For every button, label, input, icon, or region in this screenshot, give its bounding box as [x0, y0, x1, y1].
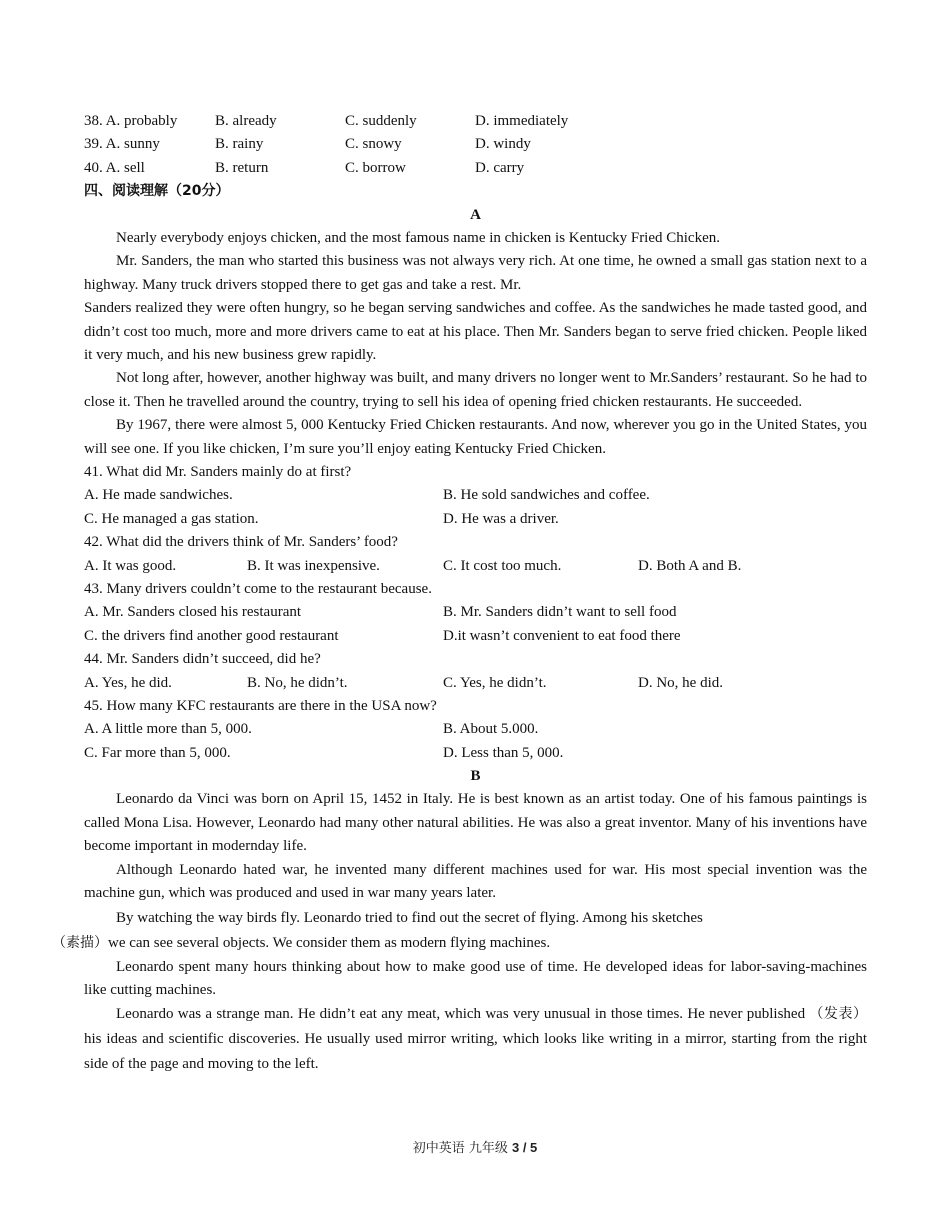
question-stem: 44. Mr. Sanders didn’t succeed, did he?	[84, 651, 321, 668]
passage-a-paragraph: Mr. Sanders, the man who started this business was not always very rich. At one time, he owned a small gas station next to a highway. Many truck drivers stopped there to get gas and take a rest. Mr.	[84, 253, 867, 293]
answer-option: B. He sold sandwiches and coffee.	[443, 487, 650, 504]
footer-subject: 初中英语 九年级	[412, 1141, 512, 1156]
answer-option: C. Yes, he didn’t.	[443, 674, 547, 691]
option: C. borrow	[345, 159, 406, 176]
answer-option: D. No, he did.	[638, 674, 723, 691]
passage-b-paragraph	[84, 1002, 867, 1077]
option: D. windy	[475, 136, 531, 153]
paragraph-text: his ideas and scientific discoveries. He usually used mirror writing, which looks like writing in a mirror, starting from the right side of the page and moving to the left.	[84, 1031, 867, 1073]
cloze-option-row	[84, 110, 867, 133]
answer-row	[84, 601, 867, 624]
option: B. rainy	[215, 136, 264, 153]
passage-a-paragraph: Not long after, however, another highway was built, and many drivers no longer went to Mr.Sanders’ restaurant. So he had to close it. Then he travelled around the country, trying to sell his idea of opening fried chicken restaurants. He succeeded.	[84, 370, 867, 410]
answer-option: A. Yes, he did.	[84, 674, 172, 691]
passage-a-label: A	[470, 206, 481, 223]
answer-option: B. No, he didn’t.	[247, 674, 348, 691]
answer-row	[84, 718, 867, 741]
answer-option: C. He managed a gas station.	[84, 510, 259, 527]
cloze-option-row	[84, 157, 867, 180]
passage-a-paragraph: Sanders realized they were often hungry, so he began serving sandwiches and coffee. As the sandwiches he made tasted good, and didn’t cost too much, more and more drivers came to eat at his place. Then Mr. Sanders began to serve fried chicken. People liked it very much, and his new business grew rapidly.	[84, 300, 867, 363]
answer-option: D.it wasn’t convenient to eat food there	[443, 627, 681, 644]
page-footer	[0, 1137, 950, 1156]
question-stem: 41. What did Mr. Sanders mainly do at first?	[84, 464, 352, 481]
answer-row	[84, 508, 867, 531]
answer-option: A. It was good.	[84, 557, 177, 574]
option: 40. A. sell	[84, 159, 145, 176]
paragraph-text: we can see several objects. We consider them as modern flying machines.	[108, 934, 551, 951]
option: B. return	[215, 159, 269, 176]
passage-b-paragraph	[52, 906, 867, 956]
paragraph-text: By watching the way birds fly. Leonardo tried to find out the secret of flying. Among his sketches	[116, 909, 703, 926]
question-stem: 45. How many KFC restaurants are there in the USA now?	[84, 697, 437, 714]
answer-option: D. He was a driver.	[443, 510, 559, 527]
option: 38. A. probably	[84, 113, 178, 129]
option: D. immediately	[475, 113, 569, 129]
answer-option: D. Both A and B.	[638, 557, 742, 574]
option: 39. A. sunny	[84, 136, 160, 153]
question-stem: 42. What did the drivers think of Mr. Sanders’ food?	[84, 534, 398, 551]
exam-page	[52, 110, 868, 1077]
page-number: 3 / 5	[511, 1140, 538, 1155]
answer-row	[84, 484, 867, 507]
answer-option: B. It was inexpensive.	[247, 557, 380, 574]
chinese-gloss: （素描）	[52, 934, 108, 951]
option: C. snowy	[345, 136, 402, 153]
passage-a-paragraph: By 1967, there were almost 5, 000 Kentucky Fried Chicken restaurants. And now, wherever you go in the United States, you will see one. If you like chicken, I’m sure you’ll enjoy eating Kentucky Fried Chicken.	[84, 417, 867, 457]
option: B. already	[215, 113, 277, 129]
passage-b-paragraph: Leonardo da Vinci was born on April 15, 1452 in Italy. He is best known as an artist today. One of his famous paintings is called Mona Lisa. However, Leonardo had many other natural abilities. He was also a great inventor. Many of his inventions have become important in modernday life.	[84, 791, 867, 855]
passage-b-paragraph: Leonardo spent many hours thinking about how to make good use of time. He developed ideas for labor-saving-machines like cutting machines.	[84, 958, 867, 998]
answer-option: C. It cost too much.	[443, 557, 562, 574]
cloze-option-row	[84, 133, 867, 156]
answer-row	[84, 625, 867, 648]
question-stem: 43. Many drivers couldn’t come to the restaurant because.	[84, 580, 432, 597]
answer-option: B. About 5.000.	[443, 721, 539, 738]
option: C. suddenly	[345, 113, 417, 129]
answer-row	[84, 555, 867, 578]
paragraph-text: Leonardo was a strange man. He didn’t eat any meat, which was very unusual in those times. He never published	[116, 1006, 806, 1023]
answer-row	[84, 742, 867, 765]
answer-option: B. Mr. Sanders didn’t want to sell food	[443, 604, 677, 621]
passage-a-paragraph: Nearly everybody enjoys chicken, and the most famous name in chicken is Kentucky Fried Chicken.	[116, 229, 720, 246]
answer-option: A. A little more than 5, 000.	[84, 721, 252, 738]
answer-option: C. Far more than 5, 000.	[84, 744, 231, 761]
chinese-gloss: （发表）	[809, 1006, 868, 1023]
answer-option: A. Mr. Sanders closed his restaurant	[84, 604, 302, 621]
option: D. carry	[475, 159, 525, 176]
passage-b-paragraph: Although Leonardo hated war, he invented many different machines used for war. His most special invention was the machine gun, which was produced and used in war many years later.	[84, 861, 867, 902]
answer-option: C. the drivers find another good restaurant	[84, 627, 339, 644]
passage-b-label: B	[470, 768, 481, 785]
answer-option: A. He made sandwiches.	[84, 487, 233, 504]
section-heading: 四、阅读理解（20分）	[84, 183, 230, 200]
answer-row	[84, 672, 867, 695]
answer-option: D. Less than 5, 000.	[443, 744, 564, 761]
